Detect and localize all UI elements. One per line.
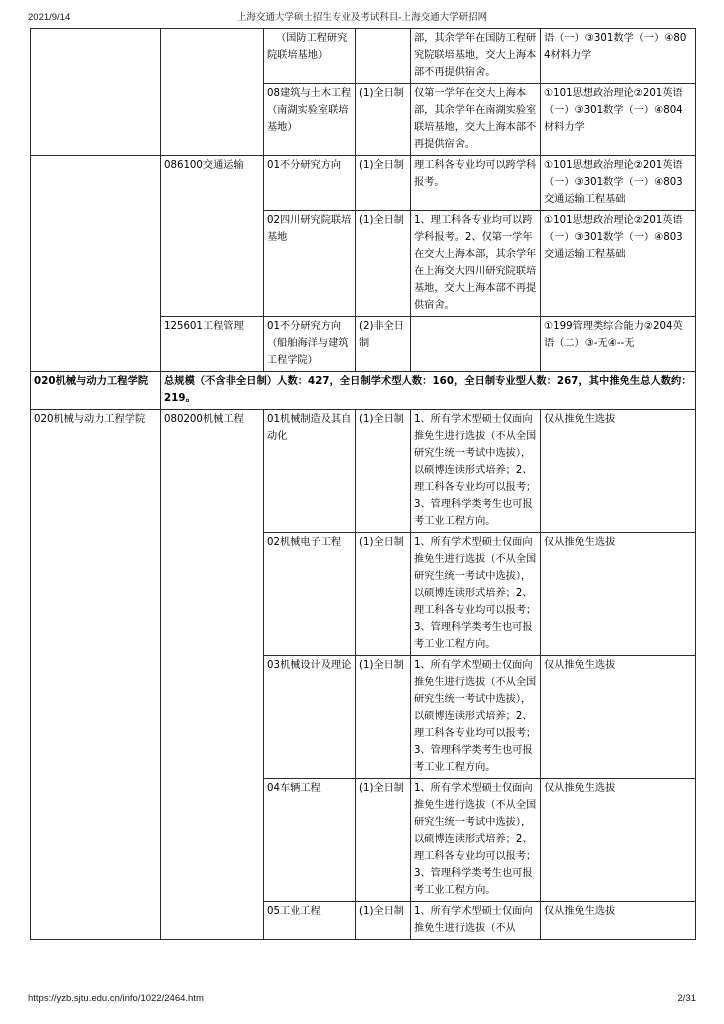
cell-remark: 1、所有学术型硕士仅面向推免生进行选拔（不从全国研究生统一考试中选拔），以硕博连读形式培养；2、理工科各专业均可以报考；3、管理科学类考生也可报考工业工程方向。 (411, 779, 541, 902)
cell-direction: 04车辆工程 (264, 779, 356, 902)
cell-remark: 仅第一学年在交大上海本部，其余学年在南湖实验室联培基地，交大上海本部不再提供宿舍。 (411, 84, 541, 156)
cell-subject: 语（一）③301数学（一）④804材料力学 (541, 29, 696, 84)
admissions-table-wrapper (30, 28, 695, 940)
table-row (31, 29, 696, 84)
cell-remark: 1、所有学术型硕士仅面向推免生进行选拔（不从全国研究生统一考试中选拔），以硕博连读形式培养；2、理工科各专业均可以报考；3、管理科学类考生也可报考工业工程方向。 (411, 533, 541, 656)
cell-direction: （国防工程研究院联培基地） (264, 29, 356, 84)
cell-mode: (1)全日制 (356, 84, 411, 156)
cell-direction: 03机械设计及理论 (264, 656, 356, 779)
cell-direction: 02机械电子工程 (264, 533, 356, 656)
cell-subject: ①101思想政治理论②201英语（一）③301数学（一）④804材料力学 (541, 84, 696, 156)
cell-subject: ①101思想政治理论②201英语（一）③301数学（一）④803交通运输工程基础 (541, 156, 696, 211)
table-row (31, 156, 696, 211)
section-summary-row (31, 372, 696, 410)
cell-mode: (1)全日制 (356, 656, 411, 779)
cell-direction: 02四川研究院联培基地 (264, 211, 356, 317)
footer-url[interactable]: https://yzb.sjtu.edu.cn/info/1022/2464.htm (28, 993, 204, 1004)
cell-remark: 1、所有学术型硕士仅面向推免生进行选拔（不从全国研究生统一考试中选拔），以硕博连读形式培养；2、理工科各专业均可以报考；3、管理科学类考生也可报考工业工程方向。 (411, 410, 541, 533)
cell-remark: 1、理工科各专业均可以跨学科报考。2、仅第一学年在交大上海本部，其余学年在上海交大四川研究院联培基地，交大上海本部不再提供宿舍。 (411, 211, 541, 317)
cell-mode: (1)全日制 (356, 902, 411, 940)
cell-remark (411, 317, 541, 372)
cell-mode: (1)全日制 (356, 533, 411, 656)
cell-direction: 05工业工程 (264, 902, 356, 940)
cell-subject: ①199管理类综合能力②204英语（二）③-无④--无 (541, 317, 696, 372)
cell-subject: 仅从推免生选拔 (541, 779, 696, 902)
section-summary-text: 总规模（不含非全日制）人数：427，全日制学术型人数：160，全日制专业型人数：267，其中推免生总人数约：219。 (161, 372, 696, 410)
table-row (31, 410, 696, 533)
cell-college: 020机械与动力工程学院 (31, 410, 161, 940)
footer-page-number: 2/31 (677, 993, 696, 1004)
page-footer (0, 992, 724, 1008)
cell-subject: 仅从推免生选拔 (541, 410, 696, 533)
admissions-table (30, 28, 696, 940)
cell-major: 125601工程管理 (161, 317, 264, 372)
cell-remark: 理工科各专业均可以跨学科报考。 (411, 156, 541, 211)
cell-college (31, 156, 161, 372)
section-college-label: 020机械与动力工程学院 (31, 372, 161, 410)
cell-major (161, 29, 264, 156)
cell-mode: (1)全日制 (356, 410, 411, 533)
cell-subject: 仅从推免生选拔 (541, 656, 696, 779)
cell-subject: 仅从推免生选拔 (541, 533, 696, 656)
cell-subject: ①101思想政治理论②201英语（一）③301数学（一）④803交通运输工程基础 (541, 211, 696, 317)
cell-mode (356, 29, 411, 84)
cell-subject: 仅从推免生选拔 (541, 902, 696, 940)
cell-direction: 01机械制造及其自动化 (264, 410, 356, 533)
header-date: 2021/9/14 (28, 12, 71, 23)
cell-remark: 1、所有学术型硕士仅面向推免生进行选拔（不从全国研究生统一考试中选拔），以硕博连读形式培养；2、理工科各专业均可以报考；3、管理科学类考生也可报考工业工程方向。 (411, 656, 541, 779)
cell-mode: (1)全日制 (356, 779, 411, 902)
cell-college (31, 29, 161, 156)
cell-major: 086100交通运输 (161, 156, 264, 317)
page-header (0, 11, 724, 27)
header-title: 上海交通大学硕士招生专业及考试科目-上海交通大学研招网 (236, 13, 488, 23)
cell-remark: 部，其余学年在国防工程研究院联培基地，交大上海本部不再提供宿舍。 (411, 29, 541, 84)
cell-remark: 1、所有学术型硕士仅面向推免生进行选拔（不从 (411, 902, 541, 940)
cell-direction: 01不分研究方向（船舶海洋与建筑工程学院） (264, 317, 356, 372)
cell-direction: 08建筑与土木工程（南湖实验室联培基地） (264, 84, 356, 156)
cell-mode: (1)全日制 (356, 156, 411, 211)
cell-major: 080200机械工程 (161, 410, 264, 940)
cell-mode: (1)全日制 (356, 211, 411, 317)
cell-mode: (2)非全日制 (356, 317, 411, 372)
cell-direction: 01不分研究方向 (264, 156, 356, 211)
